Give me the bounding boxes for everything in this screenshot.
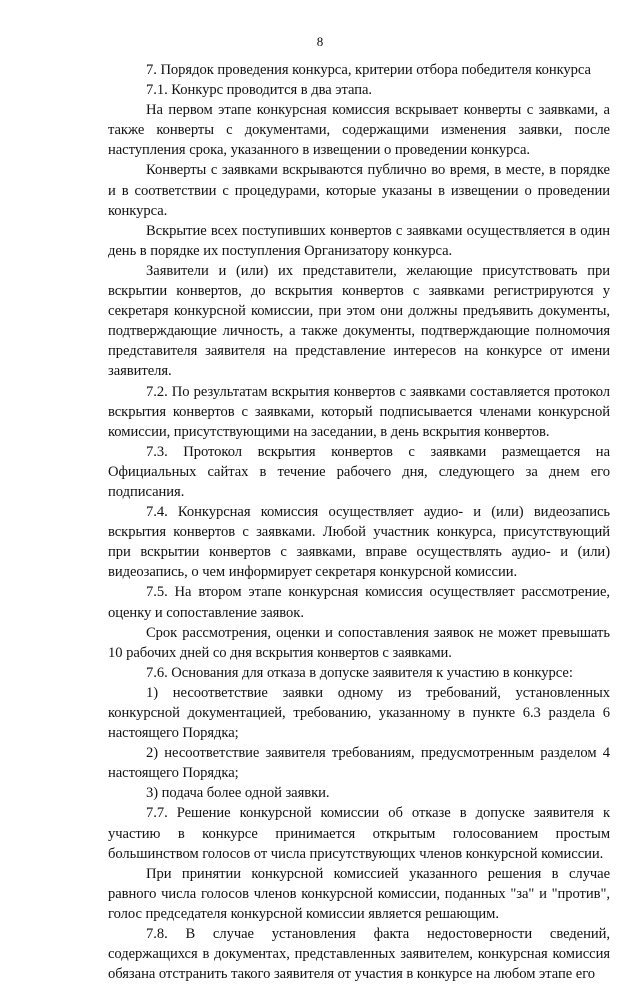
paragraph: Конверты с заявками вскрываются публично во время, в месте, в порядке и в соответствии с процедурами, которые указаны в извещении о проведении конкурса. <box>108 162 610 219</box>
paragraph: 7.4. Конкурсная комиссия осуществляет аудио- и (или) видеозапись вскрытия конвертов с заявками. Любой участник конкурса, присутствующий при вскрытии конвертов с заявками, вправе осуществлять аудио- и (или) видеозапись, о чем информирует секретаря конкурсной комиссии. <box>108 504 610 581</box>
paragraph: 7.6. Основания для отказа в допуске заявителя к участию в конкурсе: <box>146 664 573 681</box>
paragraph: Заявители и (или) их представители, желающие присутствовать при вскрытии конвертов, до вскрытия конвертов с заявками регистрируются у секретаря конкурсной комиссии, при этом они должны предъявить документы, подтверждающие личность, а также документы, подтверждающие полномочия представителя заявителя на представление интересов на конкурсе от имени заявителя. <box>108 262 610 380</box>
section-heading: 7. Порядок проведения конкурса, критерии отбора победителя конкурса <box>146 62 591 78</box>
paragraph: Вскрытие всех поступивших конвертов с заявками осуществляется в один день в порядке их поступления Организатору конкурса. <box>108 222 610 259</box>
paragraph: 7.3. Протокол вскрытия конвертов с заявками размещается на Официальных сайтах в течение рабочего дня, следующего за днем его подписания. <box>108 443 610 500</box>
list-item: 3) подача более одной заявки. <box>146 785 330 802</box>
paragraph: 7.2. По результатам вскрытия конвертов с заявками составляется протокол вскрытия конвертов с заявками, который подписывается членами конкурсной комиссии, присутствующими на заседании, в день вскрытия конвертов. <box>108 383 610 440</box>
list-item: 2) несоответствие заявителя требованиям, предусмотренным разделом 4 настоящего Порядка; <box>108 745 610 782</box>
paragraph: 7.5. На втором этапе конкурсная комиссия осуществляет рассмотрение, оценку и сопоставление заявок. <box>108 584 610 621</box>
paragraph: Срок рассмотрения, оценки и сопоставления заявок не может превышать 10 рабочих дней со дня вскрытия конвертов с заявками. <box>108 624 610 661</box>
paragraph: На первом этапе конкурсная комиссия вскрывает конверты с заявками, а также конверты с документами, содержащими изменения заявки, после наступления срока, указанного в извещении о проведении конкурса. <box>108 102 610 159</box>
paragraph: 7.7. Решение конкурсной комиссии об отказе в допуске заявителя к участию в конкурсе принимается открытым голосованием простым большинством голосов от числа присутствующих членов конкурсной комиссии. <box>108 805 610 862</box>
page-number: 8 <box>316 34 324 49</box>
paragraph: При принятии конкурсной комиссией указанного решения в случае равного числа голосов членов конкурсной комиссии, поданных "за" и "против", голос председателя конкурсной комиссии является решающим. <box>108 865 610 922</box>
paragraph: 7.8. В случае установления факта недостоверности сведений, содержащихся в документах, представленных заявителем, конкурсная комиссия обязана отстранить такого заявителя от участия в конкурсе на любом этапе его <box>108 926 610 983</box>
paragraph: 7.1. Конкурс проводится в два этапа. <box>146 82 372 99</box>
list-item: 1) несоответствие заявки одному из требований, установленных конкурсной документацией, требованию, указанному в пункте 6.3 раздела 6 настоящего Порядка; <box>108 684 610 742</box>
document-body <box>108 60 610 984</box>
